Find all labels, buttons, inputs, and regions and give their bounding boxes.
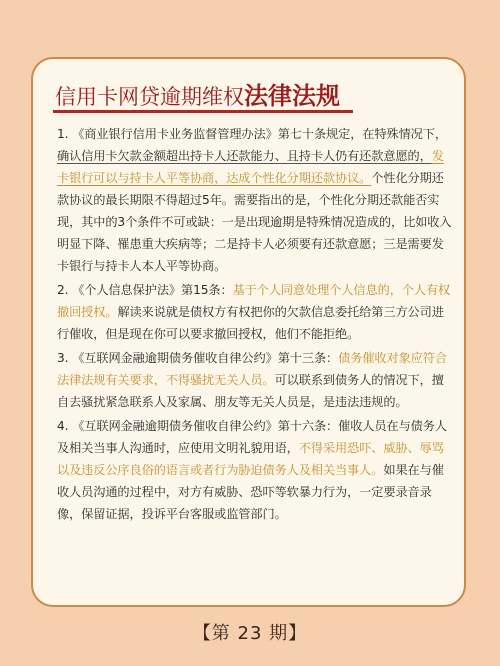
article-body bbox=[57, 123, 452, 527]
page-title bbox=[55, 81, 340, 112]
item-2-highlight: 基于个人同意处理个人信息的，个人有权撤回授权。 bbox=[57, 283, 451, 319]
item-3-text: 3. 《互联网金融逾期债务催收自律公约》第十三条： bbox=[57, 351, 339, 365]
issue-number: 【第 23 期】 bbox=[192, 623, 308, 644]
item-1-underlined: 确认信用卡欠款金额超出持卡人还款能力、且持卡人仍有还款意愿的， bbox=[57, 149, 432, 163]
item-1-text: 1. 《商业银行信用卡业务监督管理办法》第七十条规定，在特殊情况下， bbox=[57, 127, 447, 141]
item-2-text: 2. 《个人信息保护法》第15条： bbox=[57, 283, 233, 297]
item-4-detail: 如果在与催收人员沟通的过程中，对方有威胁、恐吓等软暴力行为，一定要录音录像，保留证据，投诉平台客服或监管部门。 bbox=[57, 463, 444, 521]
title-prefix: 信用卡网贷逾期维权 bbox=[55, 85, 244, 109]
item-4-text: 4. 《互联网金融逾期债务催收自律公约》第十六条：催收人员在与债务人及相关当事人沟通时，应使用文明礼貌用语， bbox=[57, 419, 447, 455]
item-4-highlight: 不得采用恐吓、威胁、辱骂以及违反公序良俗的语言或者行为胁迫债务人及相关当事人。 bbox=[57, 441, 444, 477]
item-1-highlight: 发卡银行可以与持卡人平等协商，达成个性化分期还款协议。 bbox=[57, 149, 444, 185]
item-3-highlight: 债务催收对象应符合法律法规有关要求，不得骚扰无关人员。 bbox=[57, 351, 447, 387]
title-underline bbox=[53, 110, 353, 113]
law-item-2 bbox=[57, 279, 452, 345]
content-card bbox=[31, 57, 466, 607]
law-item-4 bbox=[57, 415, 452, 525]
title-emphasis: 法律法规 bbox=[244, 82, 340, 110]
item-1-detail: 个性化分期还款协议的最长期限不得超过5年。需要指出的是，个性化分期还款能否实现，其中的3个条件不可或缺：一是出现逾期是特殊情况造成的，比如收入明显下降、罹患重大疾病等；二是持卡人必须要有还款意愿；三是需要发卡银行与持卡人本人平等协商。 bbox=[57, 171, 452, 273]
law-item-1 bbox=[57, 123, 452, 277]
item-2-detail: 解读来说就是债权方有权把你的欠款信息委托给第三方公司进行催收，但是现在你可以要求撤回授权，他们不能拒绝。 bbox=[57, 305, 444, 341]
law-item-3 bbox=[57, 347, 452, 413]
item-3-detail: 可以联系到债务人的情况下，擅自去骚扰紧急联系人及家属、朋友等无关人员是，是违法违规的。 bbox=[57, 373, 444, 409]
